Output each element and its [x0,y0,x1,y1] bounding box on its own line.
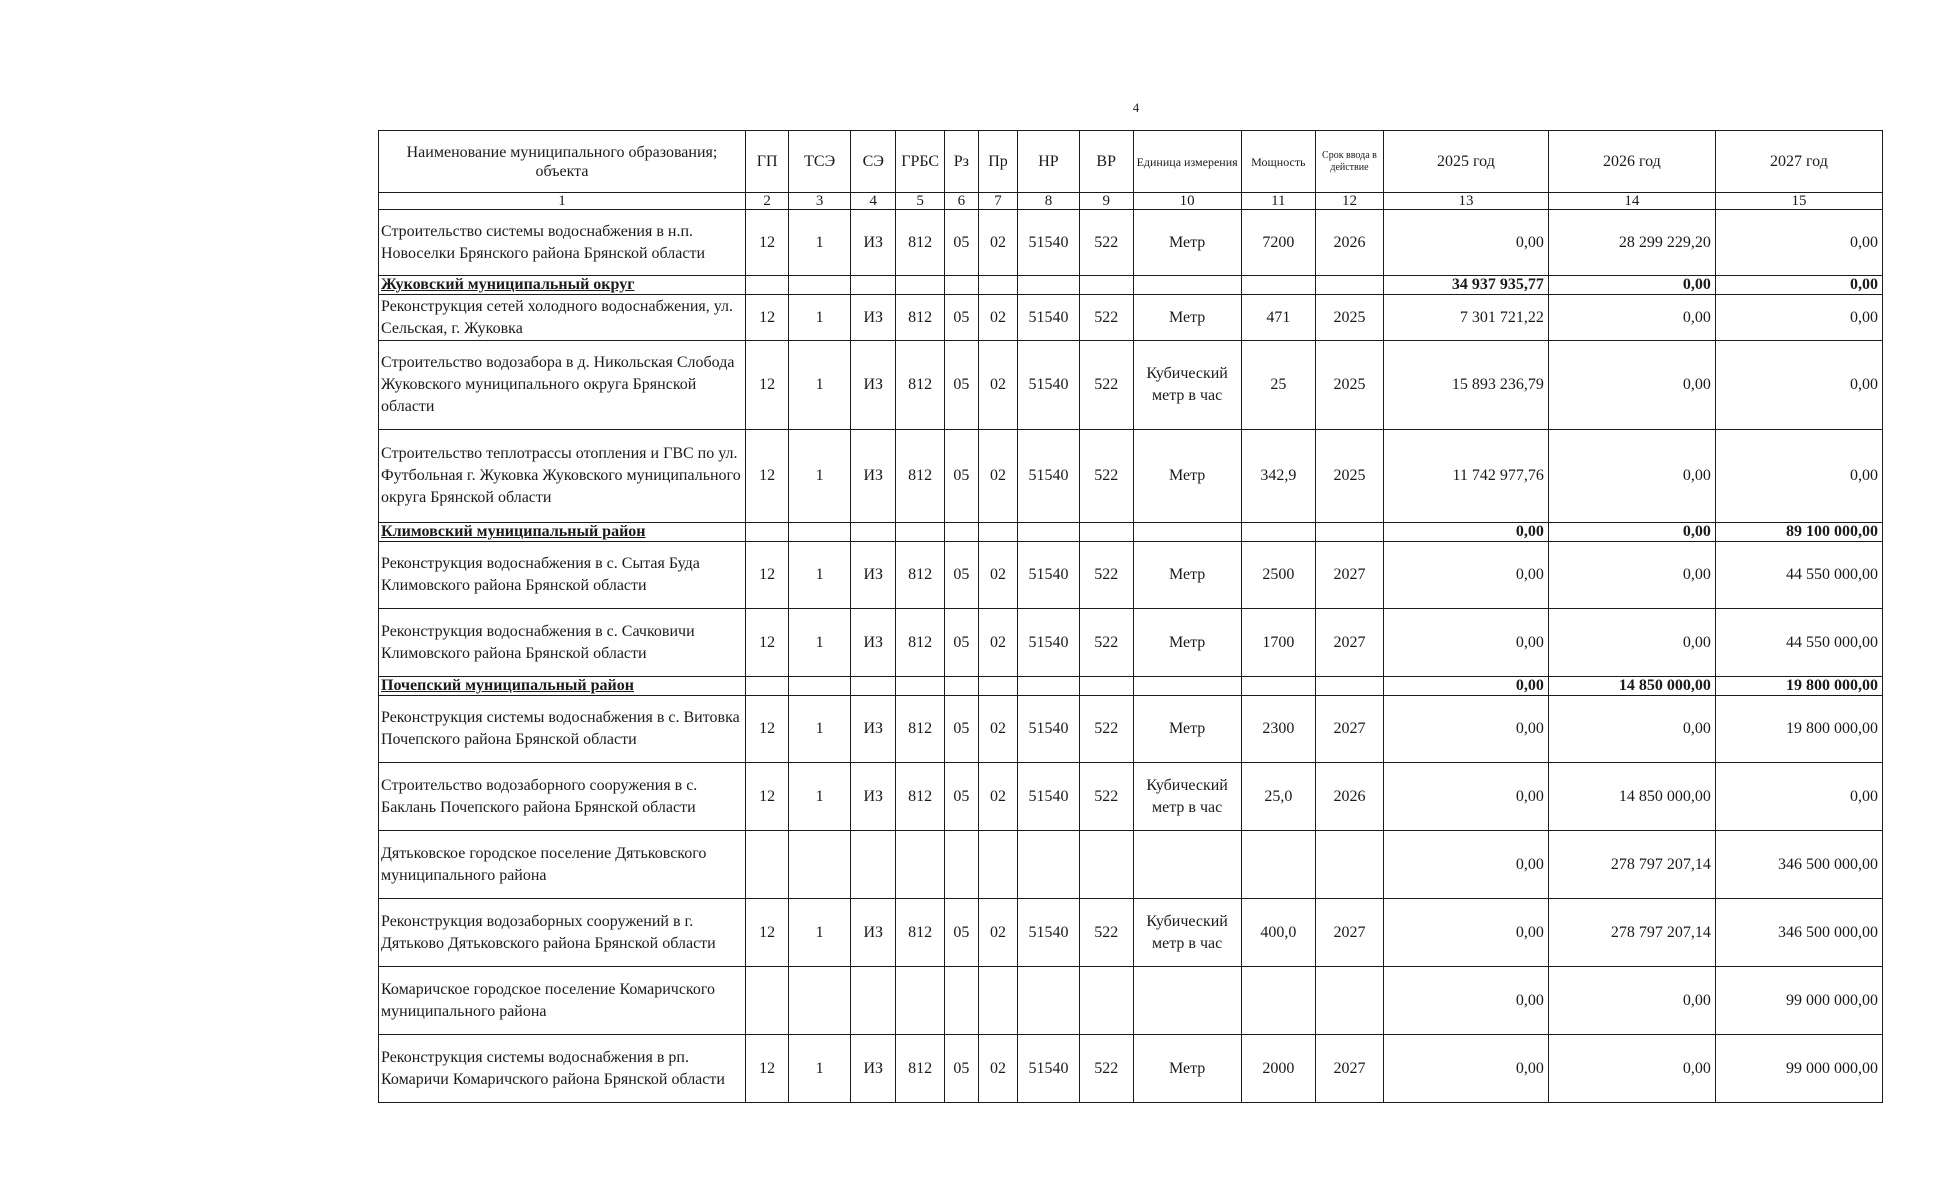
cell-vr: 522 [1079,696,1133,763]
object-name: Реконструкция сетей холодного водоснабжения, ул. Сельская, г. Жуковка [379,295,746,341]
cell-2026: 0,00 [1548,609,1715,677]
cell-nr: 51540 [1018,430,1080,523]
cell-pr: 02 [978,341,1017,430]
cell-unit: Метр [1133,542,1241,609]
cell-rz: 05 [944,542,978,609]
subtotal-row [379,677,1883,696]
cell-vr: 522 [1079,899,1133,967]
cell-tse: 1 [789,899,851,967]
object-name: Реконструкция водоснабжения в с. Сытая Буда Климовского района Брянской области [379,542,746,609]
cell-2027: 0,00 [1715,210,1882,276]
cell-gp: 12 [745,1035,788,1103]
column-number: 6 [944,193,978,210]
cell-vr: 522 [1079,542,1133,609]
settlement-name: Комаричское городское поселение Комаричского муниципального района [379,967,746,1035]
cell-gp: 12 [745,763,788,831]
object-row [379,763,1883,831]
cell-tse: 1 [789,210,851,276]
cell-2025: 15 893 236,79 [1383,341,1548,430]
header-capacity: Мощность [1241,131,1315,193]
column-number: 3 [789,193,851,210]
cell-2026: 0,00 [1548,542,1715,609]
column-number: 15 [1715,193,1882,210]
cell-capacity: 1700 [1241,609,1315,677]
cell-unit: Метр [1133,696,1241,763]
column-number: 5 [896,193,944,210]
column-number: 4 [851,193,896,210]
cell-rz: 05 [944,341,978,430]
cell-grbs: 812 [896,899,944,967]
cell-rz: 05 [944,1035,978,1103]
cell-deadline: 2025 [1315,341,1383,430]
cell-pr: 02 [978,899,1017,967]
column-number-row [379,193,1883,210]
cell-capacity: 25 [1241,341,1315,430]
cell-se: ИЗ [851,210,896,276]
subtotal-2026: 278 797 207,14 [1548,831,1715,899]
subtotal-2025: 34 937 935,77 [1383,276,1548,295]
column-number: 9 [1079,193,1133,210]
cell-2027: 0,00 [1715,763,1882,831]
subtotal-2027: 19 800 000,00 [1715,677,1882,696]
cell-grbs: 812 [896,210,944,276]
cell-pr: 02 [978,430,1017,523]
cell-2025: 0,00 [1383,609,1548,677]
cell-2025: 0,00 [1383,210,1548,276]
cell-2026: 278 797 207,14 [1548,899,1715,967]
cell-se: ИЗ [851,430,896,523]
object-row [379,295,1883,341]
subtotal-2027: 346 500 000,00 [1715,831,1882,899]
cell-pr: 02 [978,609,1017,677]
object-name: Строительство водозаборного сооружения в с. Баклань Почепского района Брянской области [379,763,746,831]
cell-vr: 522 [1079,763,1133,831]
cell-deadline: 2027 [1315,1035,1383,1103]
object-row [379,341,1883,430]
cell-pr: 02 [978,542,1017,609]
cell-2026: 28 299 229,20 [1548,210,1715,276]
header-se: СЭ [851,131,896,193]
cell-2025: 0,00 [1383,1035,1548,1103]
cell-unit: Кубический метр в час [1133,341,1241,430]
cell-capacity: 400,0 [1241,899,1315,967]
cell-deadline: 2025 [1315,295,1383,341]
object-row [379,609,1883,677]
cell-vr: 522 [1079,210,1133,276]
column-number: 2 [745,193,788,210]
cell-pr: 02 [978,295,1017,341]
district-name: Жуковский муниципальный округ [379,276,746,295]
cell-2027: 346 500 000,00 [1715,899,1882,967]
cell-vr: 522 [1079,430,1133,523]
object-row [379,430,1883,523]
cell-vr: 522 [1079,341,1133,430]
cell-capacity: 25,0 [1241,763,1315,831]
cell-2026: 0,00 [1548,295,1715,341]
cell-unit: Кубический метр в час [1133,763,1241,831]
cell-se: ИЗ [851,1035,896,1103]
object-name: Строительство теплотрассы отопления и ГВС по ул. Футбольная г. Жуковка Жуковского муниципального округа Брянской области [379,430,746,523]
cell-nr: 51540 [1018,763,1080,831]
cell-pr: 02 [978,763,1017,831]
cell-nr: 51540 [1018,899,1080,967]
cell-pr: 02 [978,696,1017,763]
cell-se: ИЗ [851,341,896,430]
subtotal-2026: 0,00 [1548,967,1715,1035]
header-deadline: Срок ввода в действие [1315,131,1383,193]
header-year-2025: 2025 год [1383,131,1548,193]
cell-capacity: 2000 [1241,1035,1315,1103]
cell-2025: 0,00 [1383,899,1548,967]
cell-2027: 0,00 [1715,295,1882,341]
cell-rz: 05 [944,609,978,677]
object-row [379,542,1883,609]
subtotal-2027: 89 100 000,00 [1715,523,1882,542]
cell-tse: 1 [789,295,851,341]
header-year-2026: 2026 год [1548,131,1715,193]
cell-se: ИЗ [851,295,896,341]
cell-nr: 51540 [1018,696,1080,763]
cell-nr: 51540 [1018,609,1080,677]
column-number: 1 [379,193,746,210]
object-name: Реконструкция водоснабжения в с. Сачковичи Климовского района Брянской области [379,609,746,677]
table-header-row [379,131,1883,193]
cell-rz: 05 [944,430,978,523]
district-name: Почепский муниципальный район [379,677,746,696]
cell-vr: 522 [1079,609,1133,677]
cell-gp: 12 [745,696,788,763]
subtotal-2025: 0,00 [1383,523,1548,542]
object-name: Реконструкция системы водоснабжения в рп. Комаричи Комаричского района Брянской области [379,1035,746,1103]
header-pr: Пр [978,131,1017,193]
cell-se: ИЗ [851,696,896,763]
object-name: Строительство водозабора в д. Никольская Слобода Жуковского муниципального округа Брянской области [379,341,746,430]
cell-pr: 02 [978,1035,1017,1103]
cell-grbs: 812 [896,341,944,430]
subtotal-2027: 99 000 000,00 [1715,967,1882,1035]
cell-nr: 51540 [1018,295,1080,341]
cell-2025: 7 301 721,22 [1383,295,1548,341]
header-year-2027: 2027 год [1715,131,1882,193]
cell-se: ИЗ [851,763,896,831]
cell-nr: 51540 [1018,210,1080,276]
subtotal-2027: 0,00 [1715,276,1882,295]
subtotal-2026: 14 850 000,00 [1548,677,1715,696]
cell-gp: 12 [745,609,788,677]
cell-deadline: 2027 [1315,696,1383,763]
subtotal-2026: 0,00 [1548,276,1715,295]
cell-rz: 05 [944,763,978,831]
cell-unit: Метр [1133,430,1241,523]
cell-unit: Метр [1133,295,1241,341]
budget-table [378,130,1883,1103]
page-number: 4 [1132,100,1140,115]
object-name: Реконструкция системы водоснабжения в с. Витовка Почепского района Брянской области [379,696,746,763]
column-number: 10 [1133,193,1241,210]
cell-tse: 1 [789,341,851,430]
cell-2025: 0,00 [1383,542,1548,609]
cell-tse: 1 [789,609,851,677]
cell-2027: 19 800 000,00 [1715,696,1882,763]
cell-grbs: 812 [896,430,944,523]
cell-capacity: 2500 [1241,542,1315,609]
cell-rz: 05 [944,210,978,276]
cell-nr: 51540 [1018,542,1080,609]
column-number: 8 [1018,193,1080,210]
cell-2027: 44 550 000,00 [1715,609,1882,677]
cell-unit: Метр [1133,210,1241,276]
cell-se: ИЗ [851,899,896,967]
cell-rz: 05 [944,295,978,341]
cell-gp: 12 [745,210,788,276]
cell-2025: 0,00 [1383,696,1548,763]
cell-unit: Кубический метр в час [1133,899,1241,967]
header-gp: ГП [745,131,788,193]
cell-gp: 12 [745,295,788,341]
header-rz: Рз [944,131,978,193]
cell-tse: 1 [789,763,851,831]
cell-vr: 522 [1079,1035,1133,1103]
cell-grbs: 812 [896,542,944,609]
column-number: 12 [1315,193,1383,210]
column-number: 7 [978,193,1017,210]
header-grbs: ГРБС [896,131,944,193]
cell-deadline: 2026 [1315,210,1383,276]
cell-deadline: 2027 [1315,899,1383,967]
cell-capacity: 2300 [1241,696,1315,763]
cell-2026: 0,00 [1548,1035,1715,1103]
cell-vr: 522 [1079,295,1133,341]
subtotal-2025: 0,00 [1383,831,1548,899]
object-row [379,899,1883,967]
cell-grbs: 812 [896,1035,944,1103]
cell-grbs: 812 [896,763,944,831]
header-vr: ВР [1079,131,1133,193]
cell-2027: 44 550 000,00 [1715,542,1882,609]
subtotal-row [379,523,1883,542]
header-tse: ТСЭ [789,131,851,193]
cell-gp: 12 [745,899,788,967]
cell-deadline: 2027 [1315,609,1383,677]
cell-se: ИЗ [851,542,896,609]
header-unit: Единица измерения [1133,131,1241,193]
subtotal-2025: 0,00 [1383,677,1548,696]
subtotal-row [379,967,1883,1035]
cell-unit: Метр [1133,609,1241,677]
object-name: Реконструкция водозаборных сооружений в г. Дятьково Дятьковского района Брянской области [379,899,746,967]
cell-rz: 05 [944,696,978,763]
cell-gp: 12 [745,542,788,609]
cell-gp: 12 [745,341,788,430]
cell-nr: 51540 [1018,341,1080,430]
cell-deadline: 2025 [1315,430,1383,523]
cell-2026: 14 850 000,00 [1548,763,1715,831]
column-number: 14 [1548,193,1715,210]
cell-2027: 99 000 000,00 [1715,1035,1882,1103]
subtotal-row [379,276,1883,295]
district-name: Климовский муниципальный район [379,523,746,542]
cell-deadline: 2027 [1315,542,1383,609]
object-row [379,696,1883,763]
cell-rz: 05 [944,899,978,967]
cell-deadline: 2026 [1315,763,1383,831]
cell-pr: 02 [978,210,1017,276]
cell-se: ИЗ [851,609,896,677]
cell-capacity: 471 [1241,295,1315,341]
column-number: 13 [1383,193,1548,210]
cell-nr: 51540 [1018,1035,1080,1103]
cell-unit: Метр [1133,1035,1241,1103]
cell-2026: 0,00 [1548,341,1715,430]
cell-tse: 1 [789,430,851,523]
cell-grbs: 812 [896,295,944,341]
subtotal-2025: 0,00 [1383,967,1548,1035]
column-number: 11 [1241,193,1315,210]
subtotal-2026: 0,00 [1548,523,1715,542]
object-row [379,210,1883,276]
cell-2027: 0,00 [1715,341,1882,430]
cell-grbs: 812 [896,696,944,763]
cell-gp: 12 [745,430,788,523]
cell-2026: 0,00 [1548,430,1715,523]
object-row [379,1035,1883,1103]
settlement-name: Дятьковское городское поселение Дятьковского муниципального района [379,831,746,899]
cell-2025: 11 742 977,76 [1383,430,1548,523]
header-name: Наименование муниципального образования; объекта [379,131,746,193]
cell-2027: 0,00 [1715,430,1882,523]
cell-2025: 0,00 [1383,763,1548,831]
subtotal-row [379,831,1883,899]
cell-tse: 1 [789,696,851,763]
cell-2026: 0,00 [1548,696,1715,763]
cell-grbs: 812 [896,609,944,677]
cell-capacity: 342,9 [1241,430,1315,523]
header-nr: НР [1018,131,1080,193]
cell-tse: 1 [789,1035,851,1103]
object-name: Строительство системы водоснабжения в н.п. Новоселки Брянского района Брянской области [379,210,746,276]
cell-capacity: 7200 [1241,210,1315,276]
cell-tse: 1 [789,542,851,609]
